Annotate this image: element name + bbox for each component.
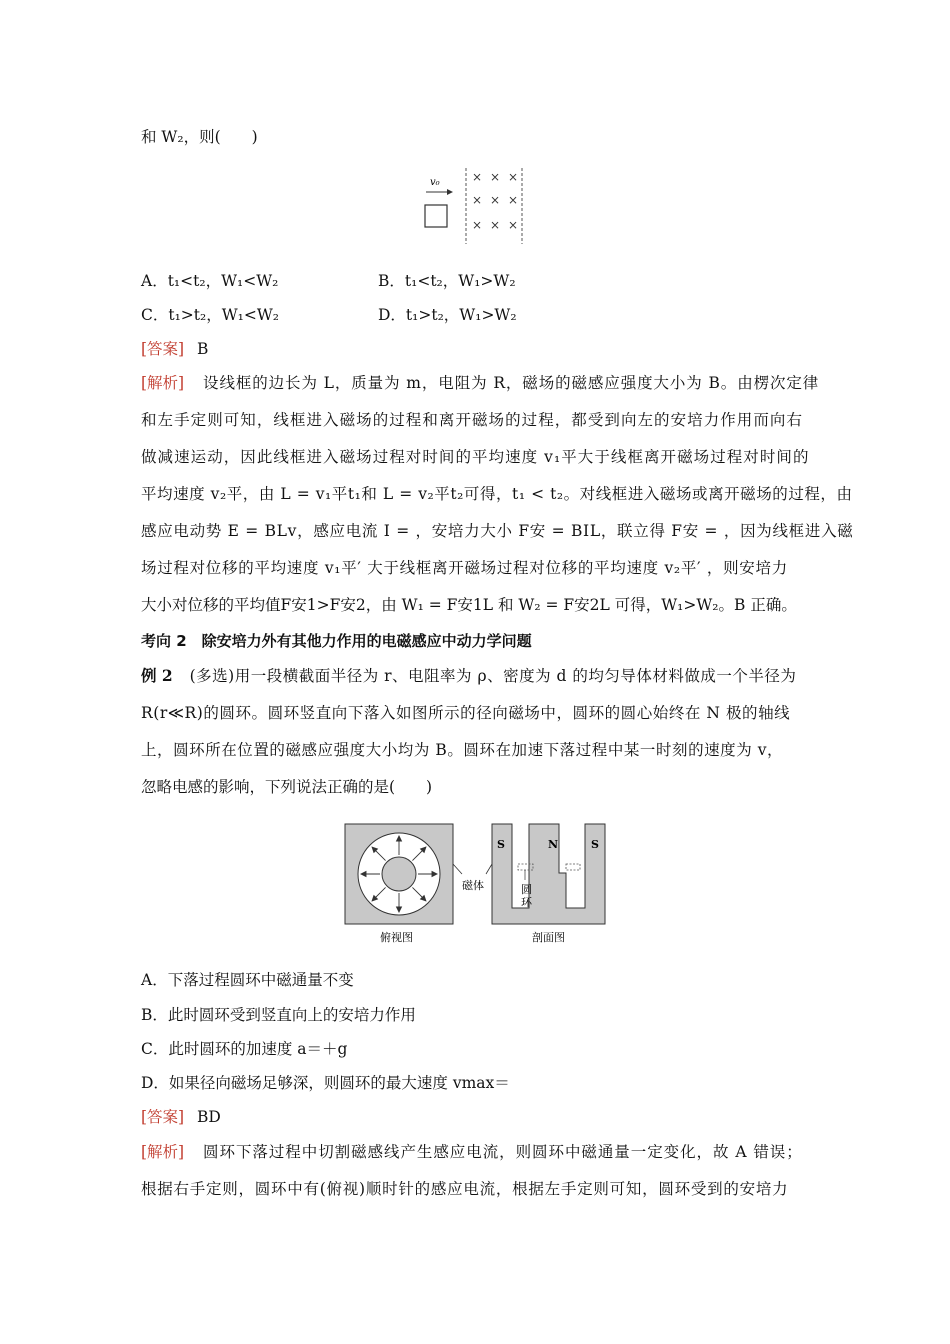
- intro-line: 和 W₂，则( ): [141, 128, 258, 146]
- top-view-caption: 俯视图: [380, 931, 413, 944]
- field-cross: ×: [490, 170, 501, 184]
- example-2-line-4: 忽略电感的影响，下列说法正确的是( ): [141, 778, 433, 796]
- answer-tag: [答案]: [141, 340, 185, 358]
- answer-1: [141, 339, 208, 359]
- example-2-line-3: 上，圆环所在位置的磁感应强度大小均为 B。圆环在加速下落过程中某一时刻的速度为 v，: [141, 741, 784, 759]
- option-2-d: D．如果径向磁场足够深，则圆环的最大速度 vmax＝: [141, 1074, 510, 1092]
- analysis-2-line-1: [解析] 圆环下落过程中切割磁感线产生感应电流，则圆环中磁通量一定变化，故 A 错误；: [141, 1143, 803, 1161]
- example-label: 例 2: [141, 666, 173, 685]
- wire-frame: [425, 205, 447, 227]
- example-2-line-1: 例 2 (多选)用一段横截面半径为 r、电阻率为 ρ、密度为 d 的均匀导体材料做成一个半径为: [141, 666, 797, 685]
- analysis-1-line-7: 大小对位移的平均值F安1>F安2，由 W₁ = F安1L 和 W₂ = F安2L 可得，W₁>W₂。B 正确。: [141, 596, 797, 614]
- analysis-1-line-4: 平均速度 v₂平，由 L = v₁平t₁和 L = v₂平t₂可得，t₁ < t₂。对线框进入磁场或离开磁场的过程，由: [141, 485, 853, 503]
- analysis-tag: [解析]: [141, 1143, 185, 1161]
- answer-tag: [答案]: [141, 1108, 185, 1126]
- field-cross: ×: [508, 218, 519, 232]
- analysis-1-line-5: 感应电动势 E = BLv，感应电流 I = ，安培力大小 F安 = BIL，联立得 F安 = ，因为线框进入磁: [141, 522, 854, 540]
- example-2-line-2: R(r≪R)的圆环。圆环竖直向下落入如图所示的径向磁场中，圆环的圆心始终在 N 极的轴线: [141, 704, 791, 722]
- magnet-label: 磁体: [462, 879, 484, 892]
- field-cross: ×: [508, 193, 519, 207]
- velocity-label: v₀: [430, 177, 440, 188]
- pole-s-right: S: [591, 838, 599, 851]
- analysis-1-line-1: [解析] 设线框的边长为 L，质量为 m，电阻为 R，磁场的磁感应强度大小为 B。由楞次定律: [141, 374, 820, 392]
- analysis-1-line-2: 和左手定则可知，线框进入磁场的过程和离开磁场的过程，都受到向左的安培力作用而向右: [141, 411, 804, 429]
- field-cross: ×: [472, 170, 483, 184]
- option-b: B．t₁<t₂，W₁>W₂: [378, 272, 516, 290]
- figure-radial-magnet: [340, 820, 610, 948]
- option-2-c: C．此时圆环的加速度 a＝＋g: [141, 1040, 348, 1058]
- option-d: D．t₁>t₂，W₁>W₂: [378, 306, 517, 324]
- field-cross: ×: [508, 170, 519, 184]
- analysis-1-line-3: 做减速运动，因此线框进入磁场过程对时间的平均速度 v₁平大于线框离开磁场过程对时间的: [141, 448, 810, 466]
- figure-frame-entering-field: [420, 165, 530, 247]
- answer-2: [141, 1107, 221, 1127]
- option-2-a: A．下落过程圆环中磁通量不变: [141, 971, 354, 989]
- section-heading: 考向 2 除安培力外有其他力作用的电磁感应中动力学问题: [141, 632, 532, 650]
- ring-label-1: 圆: [521, 883, 532, 896]
- section-view-caption: 剖面图: [532, 931, 565, 944]
- option-a: A．t₁<t₂，W₁<W₂: [141, 272, 279, 290]
- field-cross: ×: [490, 218, 501, 232]
- answer-value: BD: [197, 1108, 221, 1126]
- option-c: C．t₁>t₂，W₁<W₂: [141, 306, 280, 324]
- field-cross: ×: [472, 193, 483, 207]
- answer-value: B: [197, 340, 209, 358]
- field-cross: ×: [472, 218, 483, 232]
- pole-s-left: S: [497, 838, 505, 851]
- analysis-tag: [解析]: [141, 374, 185, 392]
- field-cross: ×: [490, 193, 501, 207]
- pole-n: N: [548, 838, 559, 851]
- analysis-1-line-6: 场过程对位移的平均速度 v₁平′ 大于线框离开磁场过程对位移的平均速度 v₂平′ ，则安培力: [141, 559, 788, 577]
- option-2-b: B．此时圆环受到竖直向上的安培力作用: [141, 1006, 416, 1024]
- ring-label-2: 环: [521, 896, 532, 909]
- analysis-2-line-2: 根据右手定则，圆环中有(俯视)顺时针的感应电流，根据左手定则可知，圆环受到的安培力: [141, 1180, 789, 1198]
